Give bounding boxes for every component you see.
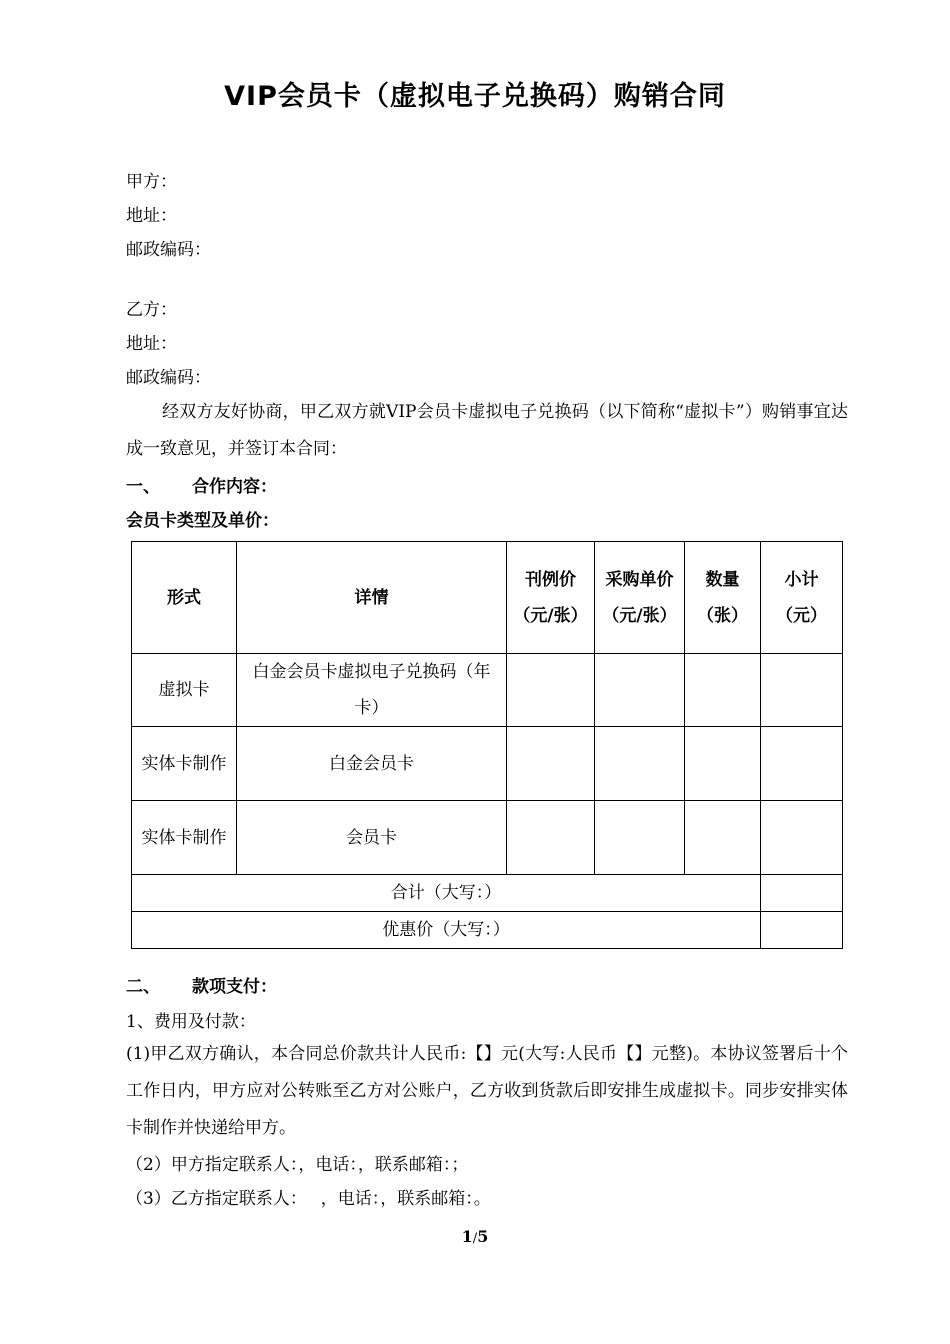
payment-heading: 1、费用及付款： [126,1012,256,1032]
table-row [132,801,843,875]
card-price-table [131,541,843,949]
cell-empty [595,727,685,801]
section-1-title: 合作内容： [192,477,277,497]
page-number [0,1227,950,1246]
payment-clause-3: （3）乙方指定联系人： ，电话：，联系邮箱：。 [126,1189,491,1209]
cell-empty [595,654,685,727]
section-2-heading [126,975,277,999]
cell-empty [761,727,843,801]
row-detail: 白金会员卡 [237,727,507,801]
cell-empty [685,727,761,801]
row-detail: 白金会员卡虚拟电子兑换码（年卡） [237,654,507,727]
cell-empty [761,654,843,727]
table-row [132,654,843,727]
section-1-heading [126,475,277,499]
party-a-name-label: 甲方： [126,172,177,192]
discount-row [132,912,843,949]
cell-empty [761,801,843,875]
contract-title: VIP会员卡（虚拟电子兑换码）购销合同 [224,81,726,112]
total-label: 合计（大写：） [132,875,761,912]
row-form: 虚拟卡 [132,654,237,727]
payment-clause-2: （2）甲方指定联系人：，电话：，联系邮箱：； [126,1155,469,1175]
section-1-number: 一、 [126,477,160,497]
header-quantity: 数量（张） [685,542,761,654]
payment-clause-1: (1)甲乙双方确认，本合同总价款共计人民币:【】元(大写:人民币【】元整)。本协议签署后十个工作日内，甲方应对公转账至乙方对公账户，乙方收到货款后即安排生成虚拟卡。同步安排实体卡制作并快递给甲方。 [126,1044,848,1138]
header-purchase-price: 采购单价（元/张） [595,542,685,654]
table-row [132,727,843,801]
page-current: 1 [461,1227,473,1246]
intro-paragraph: 经双方友好协商，甲乙双方就VIP会员卡虚拟电子兑换码（以下简称“虚拟卡”）购销事宜达成一致意见，并签订本合同： [126,402,848,459]
cell-empty [507,727,595,801]
section-2-title: 款项支付： [192,977,277,997]
header-detail: 详情 [237,542,507,654]
table-caption: 会员卡类型及单价： [126,511,279,531]
row-form: 实体卡制作 [132,727,237,801]
row-form: 实体卡制作 [132,801,237,875]
cell-empty [761,912,843,949]
party-a-postcode-label: 邮政编码： [126,240,211,260]
header-form: 形式 [132,542,237,654]
discount-label: 优惠价（大写：） [132,912,761,949]
cell-empty [685,801,761,875]
section-2-number: 二、 [126,977,160,997]
page-total: 5 [477,1227,489,1246]
party-b-name-label: 乙方： [126,300,177,320]
total-row [132,875,843,912]
header-subtotal: 小计（元） [761,542,843,654]
cell-empty [507,654,595,727]
cell-empty [761,875,843,912]
table-header-row [132,542,843,654]
header-list-price: 刊例价（元/张） [507,542,595,654]
party-b-postcode-label: 邮政编码： [126,368,211,388]
cell-empty [595,801,685,875]
row-detail: 会员卡 [237,801,507,875]
cell-empty [685,654,761,727]
party-b-address-label: 地址： [126,334,177,354]
party-a-address-label: 地址： [126,206,177,226]
cell-empty [507,801,595,875]
page-separator: / [472,1231,478,1246]
